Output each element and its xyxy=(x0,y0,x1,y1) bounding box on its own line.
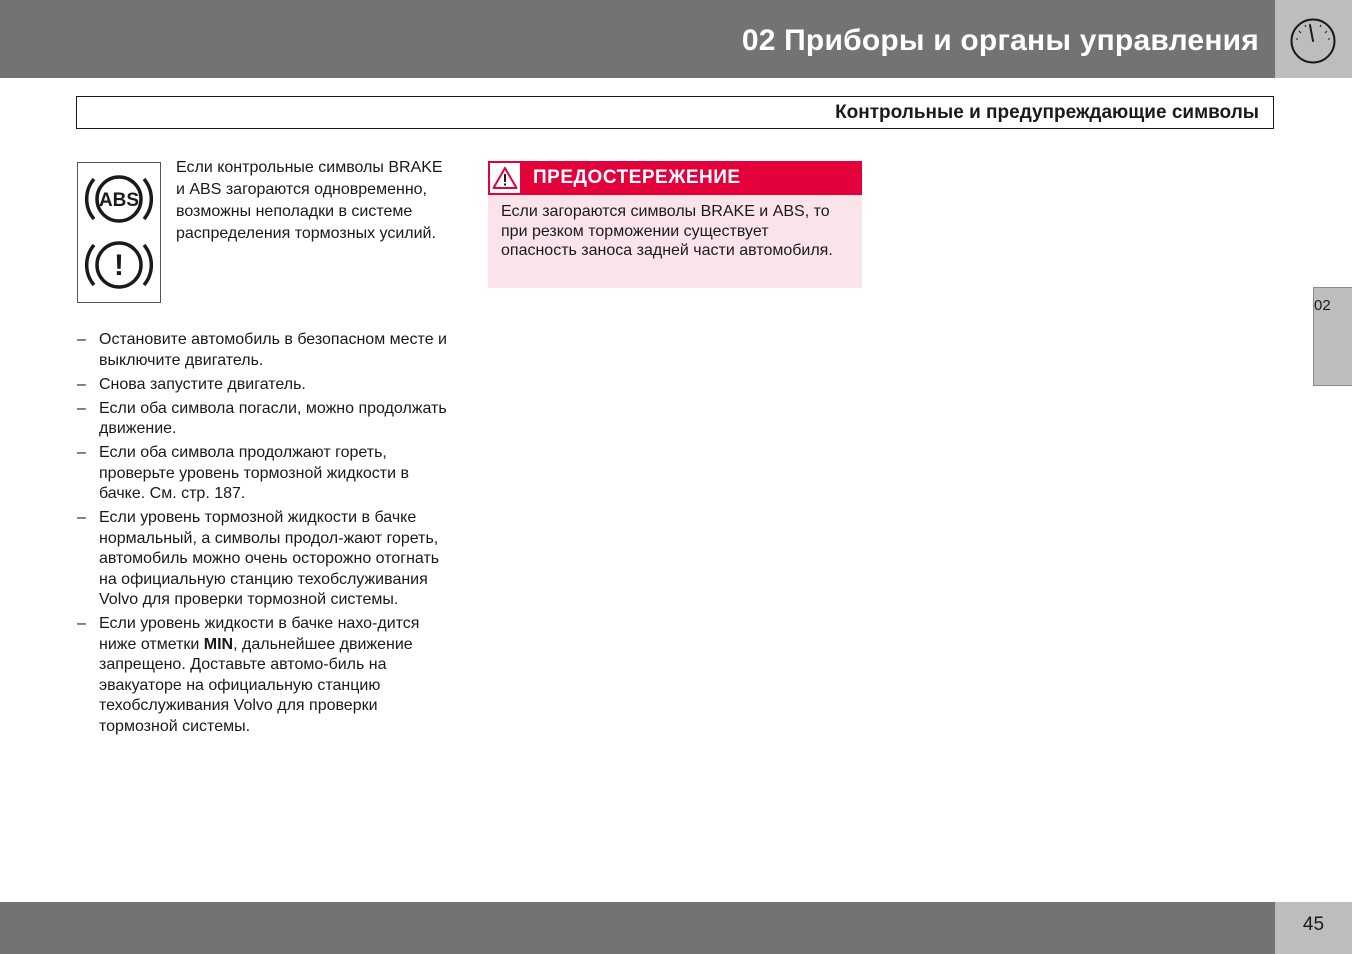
section-header xyxy=(76,96,1274,129)
warning-triangle-icon xyxy=(492,166,518,190)
brake-label: ! xyxy=(114,249,124,282)
list-dash: – xyxy=(77,399,86,417)
list-dash: – xyxy=(77,509,86,526)
chapter-icon-box xyxy=(1275,0,1352,78)
list-item xyxy=(77,330,457,371)
warning-body: Если загораются символы BRAKE и ABS, то при резком торможении существует опасность заноса задней части автомобиля. xyxy=(488,195,862,288)
warning-symbols-frame xyxy=(77,162,161,303)
intro-paragraph: Если контрольные символы BRAKE и ABS загораются одновременно, возможны неполадки в системе распределения тормозных усилий. xyxy=(176,159,443,242)
step-text: Остановите автомобиль в безопасном месте и выключите двигатель. xyxy=(99,331,447,369)
step-text: Если оба символа продолжают гореть, проверьте уровень тормозной жидкости в бачке. См. стр. 187. xyxy=(99,444,409,502)
step-text: Если уровень тормозной жидкости в бачке нормальный, а символы продол-жают гореть, автомобиль можно очень осторожно отогнать на официальную станцию техобслуживания Volvo для проверки тормозной системы. xyxy=(99,509,440,608)
side-tab-label: 02 xyxy=(1314,297,1331,314)
step-text: Если оба символа погасли, можно продолжать движение. xyxy=(99,399,447,437)
warning-title: ПРЕДОСТЕРЕЖЕНИЕ xyxy=(533,167,741,188)
warning-header xyxy=(488,161,862,195)
step-text-pre: Если уровень жидкости в бачке нахо-дится ниже отметки xyxy=(99,615,420,653)
list-item xyxy=(77,399,457,440)
min-mark: MIN xyxy=(203,635,234,653)
list-dash: – xyxy=(77,331,86,348)
footer-bar xyxy=(0,902,1275,954)
step-text-post: , дальнейшее движение запрещено. Доставьте автомо-биль на эвакуаторе на официальную станцию техобслуживания Volvo для проверки тормозной системы. xyxy=(99,635,413,735)
chapter-header xyxy=(0,0,1275,78)
abs-warning-icon xyxy=(84,167,154,231)
list-item xyxy=(77,508,457,611)
list-item xyxy=(77,375,457,396)
speedometer-icon xyxy=(1289,17,1337,65)
list-dash: – xyxy=(77,615,86,632)
warning-icon-box xyxy=(490,163,520,193)
list-dash: – xyxy=(77,375,86,393)
abs-label: ABS xyxy=(98,190,140,211)
brake-warning-icon xyxy=(84,233,154,297)
page-number: 45 xyxy=(1302,914,1325,935)
section-title: Контрольные и предупреждающие символы xyxy=(835,102,1259,123)
list-dash: – xyxy=(77,444,86,461)
chapter-side-tab[interactable] xyxy=(1313,287,1352,386)
steps-list xyxy=(77,330,457,741)
list-item xyxy=(77,443,457,505)
chapter-title: 02 Приборы и органы управления xyxy=(741,24,1259,57)
list-item xyxy=(77,614,457,737)
page-number-box xyxy=(1275,902,1352,954)
step-text: Снова запустите двигатель. xyxy=(99,375,306,393)
